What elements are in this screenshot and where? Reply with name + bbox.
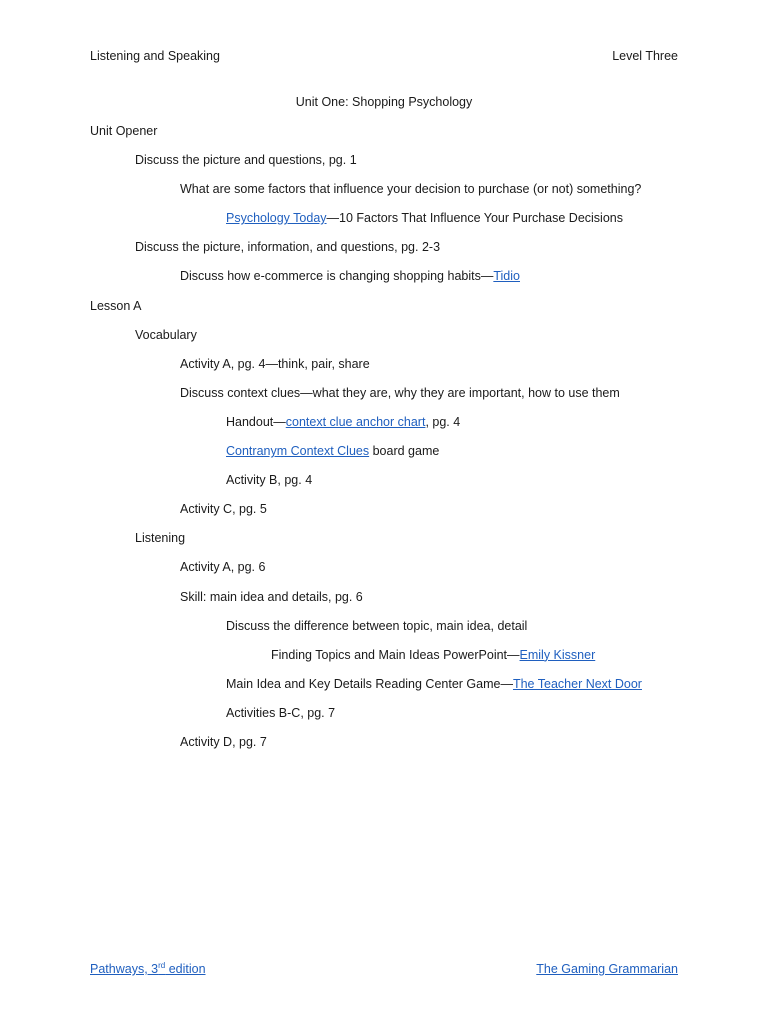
footer-author-link[interactable] — [536, 960, 678, 978]
outline-text: Vocabulary — [135, 327, 197, 342]
outline-item — [90, 471, 690, 500]
outline-item — [90, 646, 690, 675]
outline-item — [90, 326, 690, 355]
outline-text: Unit Opener — [90, 124, 158, 138]
outline-text: Activity A, pg. 6 — [180, 560, 266, 575]
outline-item — [90, 209, 690, 238]
outline-item — [90, 151, 690, 180]
outline-item — [90, 733, 690, 762]
outline-item — [90, 297, 690, 326]
outline-text: Discuss context clues—what they are, why they are important, how to use them — [180, 385, 620, 400]
outline-item — [90, 675, 690, 704]
outline-text: Main Idea and Key Details Reading Center Game— — [226, 676, 513, 691]
footer-textbook-superscript: rd — [158, 960, 166, 970]
outline-text: Activity B, pg. 4 — [226, 473, 313, 488]
outline-text: Activity A, pg. 4—think, pair, share — [180, 356, 370, 371]
outline-text: Discuss the difference between topic, main idea, detail — [226, 618, 528, 633]
outline-item — [90, 558, 690, 587]
footer-textbook-link[interactable] — [90, 960, 206, 978]
outline-item — [90, 529, 690, 558]
outline-text: , pg. 4 — [425, 414, 461, 429]
outline-link[interactable]: Psychology Today — [226, 211, 327, 226]
outline-text: Discuss the picture, information, and questions, pg. 2-3 — [135, 240, 441, 255]
outline-text: Skill: main idea and details, pg. 6 — [180, 589, 363, 604]
header-level: Level Three — [612, 49, 678, 63]
outline-item — [90, 500, 690, 529]
outline-text: Discuss how e-commerce is changing shopping habits— — [180, 269, 494, 284]
outline-text: Activities B-C, pg. 7 — [226, 705, 336, 720]
outline-item — [90, 355, 690, 384]
footer-textbook-edition: edition — [165, 962, 206, 976]
lesson-outline — [90, 122, 690, 762]
outline-link[interactable]: context clue anchor chart — [285, 414, 426, 429]
outline-item — [90, 617, 690, 646]
footer-textbook-title: Pathways, 3 — [90, 962, 159, 976]
outline-text: Listening — [135, 531, 186, 546]
outline-link[interactable]: The Teacher Next Door — [512, 676, 642, 691]
page-title: Unit One: Shopping Psychology — [295, 95, 473, 109]
outline-item — [90, 704, 690, 733]
outline-item — [90, 122, 690, 151]
outline-text: Finding Topics and Main Ideas PowerPoint— — [271, 647, 520, 662]
outline-text: What are some factors that influence your decision to purchase (or not) something? — [180, 182, 642, 197]
footer-author-label: The Gaming Grammarian — [536, 962, 678, 976]
outline-text: —10 Factors That Influence Your Purchase Decisions — [326, 211, 623, 226]
outline-item — [90, 384, 690, 413]
outline-text: Handout— — [226, 414, 286, 429]
outline-text: Lesson A — [90, 298, 142, 313]
outline-item — [90, 442, 690, 471]
outline-text: Discuss the picture and questions, pg. 1 — [135, 153, 357, 168]
outline-item — [90, 180, 690, 209]
outline-item — [90, 238, 690, 267]
outline-text: board game — [369, 444, 440, 459]
outline-item — [90, 267, 690, 296]
outline-link[interactable]: Tidio — [493, 269, 520, 284]
outline-link[interactable]: Emily Kissner — [519, 647, 596, 662]
outline-text: Activity D, pg. 7 — [180, 734, 267, 749]
outline-text: Activity C, pg. 5 — [180, 502, 267, 517]
outline-item — [90, 588, 690, 617]
outline-link[interactable]: Contranym Context Clues — [226, 444, 370, 459]
header-subject: Listening and Speaking — [90, 49, 220, 63]
outline-item — [90, 413, 690, 442]
